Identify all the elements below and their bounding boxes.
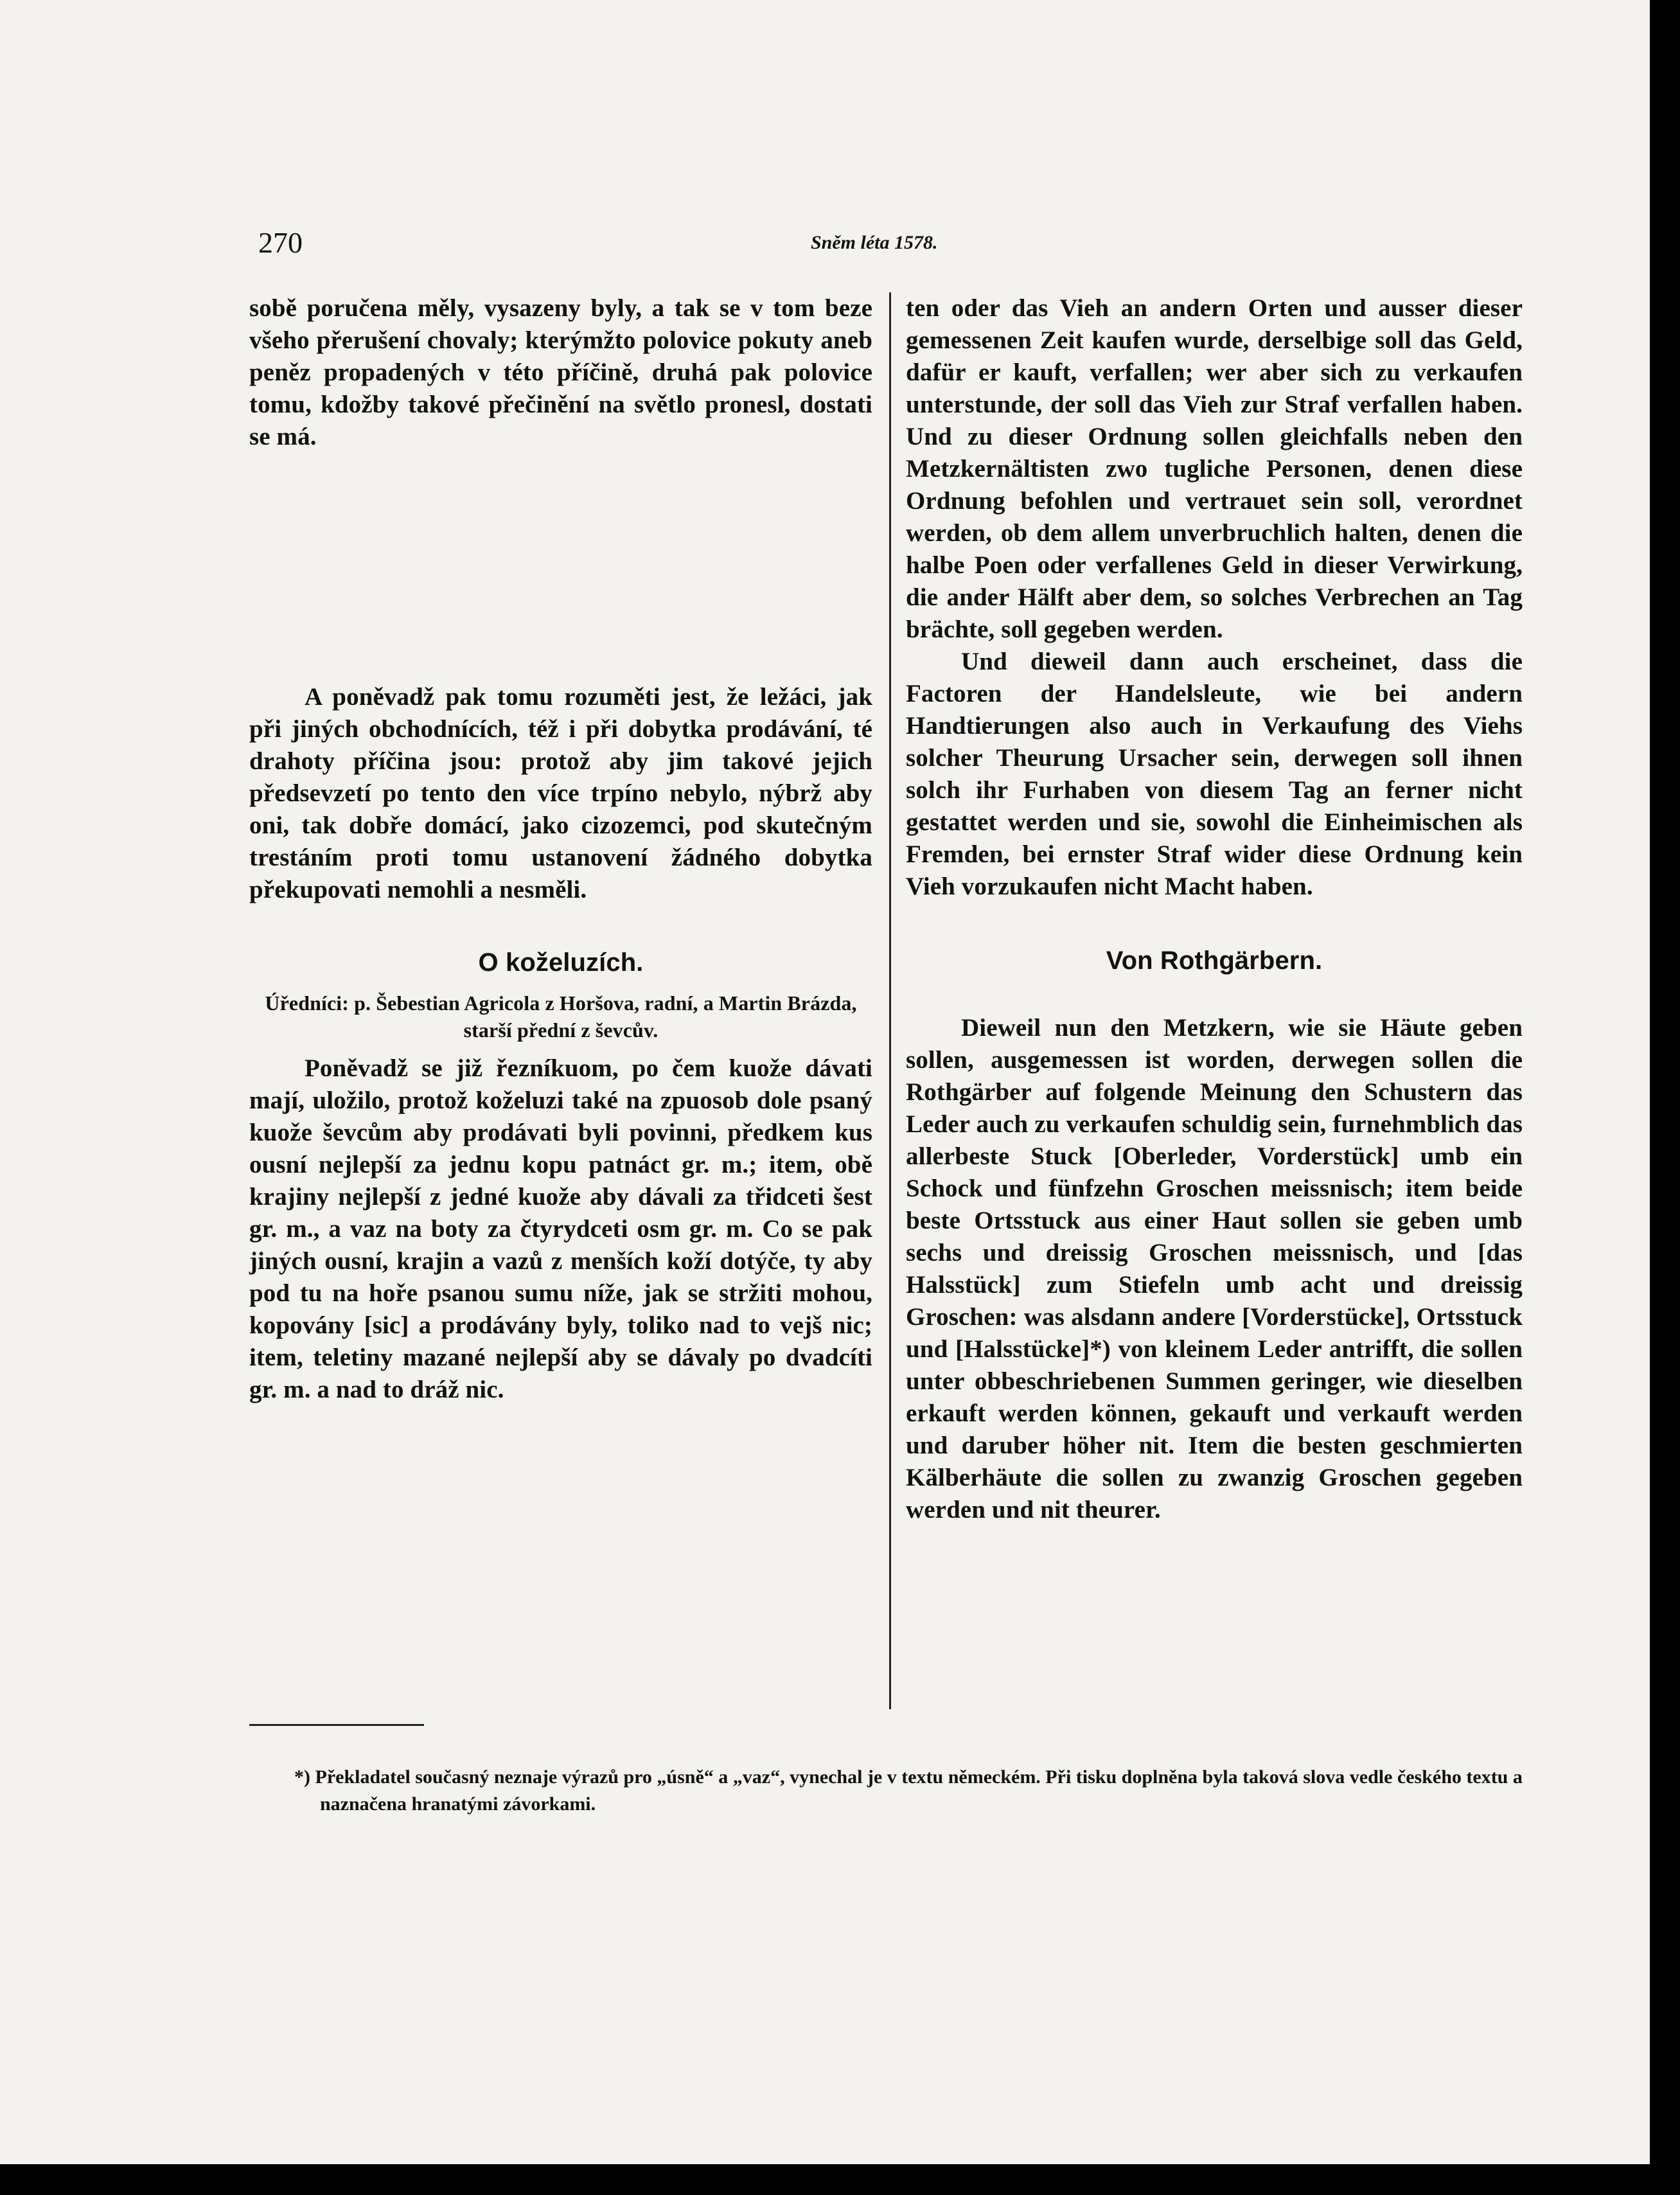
officials-note: Úředníci: p. Šebestian Agricola z Horšova, radní, a Martin Brázda, starší přední z ševcův.	[265, 991, 857, 1042]
right-column	[906, 292, 1523, 1526]
running-head	[258, 224, 1523, 262]
page-number: 270	[258, 226, 303, 259]
spacer	[249, 453, 872, 681]
spacer	[249, 1044, 872, 1053]
left-paragraph-2: A poněvadž pak tomu rozuměti jest, že ležáci, jak při jiných obchodnících, též i při dobytka prodávání, té drahoty příčina jsou: protož aby jim takové jejich předsevzetí po tento den více trpíno nebylo, nýbrž aby oni, tak dobře domácí, jako cizozemci, pod skutečným trestáním proti tomu ustanovení žádného dobytka překupovati nemohli a nesměli.	[249, 683, 872, 903]
spacer	[249, 981, 872, 990]
spacer	[249, 906, 872, 945]
right-paragraph-2: Und dieweil dann auch erscheinet, dass die Factoren der Handelsleute, wie bei andern Handtierungen also auch in Verkaufung des Viehs solcher Theurung Ursacher sein, derwegen soll ihnen solch ihr Furhaben von diesem Tag an ferner nicht gestattet werden und sie, sowohl die Einheimischen als Fremden, bei ernster Straf wider diese Ordnung kein Vieh vorzukaufen nicht Macht haben.	[906, 648, 1523, 900]
footnote: *) Překladatel současný neznaje výrazů pro „úsně“ a „vaz“, vynechal je v textu německém. Při tisku doplněna byla taková slova vedle českého textu a naznačena hranatými závorkami.	[294, 1766, 1523, 1815]
left-paragraph-1: sobě poručena měly, vysazeny byly, a tak se v tom beze všeho přerušení chovaly; kterýmžto polovice pokuty aneb peněz propadených v této příčině, druhá pak polovice tomu, kdožby takové přečinění na světlo pronesl, dostati se má.	[249, 294, 872, 450]
right-paragraph-3: Dieweil nun den Metzkern, wie sie Häute geben sollen, ausgemessen ist worden, derwegen sollen die Rothgärber auf folgende Meinung den Schustern das Leder auch zu verkaufen schuldig sein, furnehmblich das allerbeste Stuck [Oberleder, Vorderstück] umb ein Schock und fünfzehn Groschen meissnisch; item beide beste Ortsstuck aus einer Haut sollen sie geben umb sechs und dreissig Groschen meissnisch, und [das Halsstück] zum Stiefeln umb acht und dreissig Groschen: was alsdann andere [Vorderstücke], Ortsstuck und [Halsstücke]*) von kleinem Leder antrifft, die sollen unter obbeschriebenen Summen geringer, wie dieselben erkauft werden können, gekauft und verkauft werden und daruber höher nit. Item die besten geschmierten Kälberhäute die sollen zu zwanzig Groschen gegeben werden und nit theurer.	[906, 1014, 1523, 1524]
section-title-rothgaerbern: Von Rothgärbern.	[1106, 946, 1323, 975]
section-title-kozeluzich: O koželuzích.	[478, 948, 644, 977]
spacer	[906, 979, 1523, 1012]
left-paragraph-3: Poněvadž se již řezníkuom, po čem kuože dávati mají, uložilo, protož koželuzi také na zpuosob dole psaný kuože ševcům aby prodávati byli povinni, předkem kus ousní nejlepší za jednu kopu patnáct gr. m.; item, obě krajiny nejlepší z jedné kuože aby dávali za třidceti šest gr. m., a vaz na boty za čtyrydceti osm gr. m. Co se pak jiných ousní, krajin a vazů z menších koží dotýče, ty aby pod tu na hoře psanou sumu níže, jak se stržiti mohou, kopovány [sic] a prodávány byly, toliko nad to vejš nic; item, teletiny mazané nejlepší aby se dávaly po dvadcíti gr. m. a nad to dráž nic.	[249, 1054, 872, 1403]
column-divider	[889, 292, 891, 1709]
running-title: Sněm léta 1578.	[811, 232, 938, 253]
left-column	[249, 292, 872, 1406]
footnote-rule	[249, 1724, 424, 1726]
spacer	[906, 903, 1523, 943]
right-paragraph-1: ten oder das Vieh an andern Orten und ausser dieser gemessenen Zeit kaufen wurde, derselbige soll das Geld, dafür er kauft, verfallen; wer aber sich zu verkaufen unterstunde, der soll das Vieh zur Straf verfallen haben. Und zu dieser Ordnung sollen gleichfalls neben den Metzkernältisten zwo tugliche Personen, denen diese Ordnung befohlen und vertrauet sein soll, verordnet werden, ob dem allem unverbruchlich halten, denen die halbe Poen oder verfallenes Geld in dieser Verwirkung, die ander Hälft aber dem, so solches Verbrechen an Tag brächte, soll gegeben werden.	[906, 294, 1523, 643]
